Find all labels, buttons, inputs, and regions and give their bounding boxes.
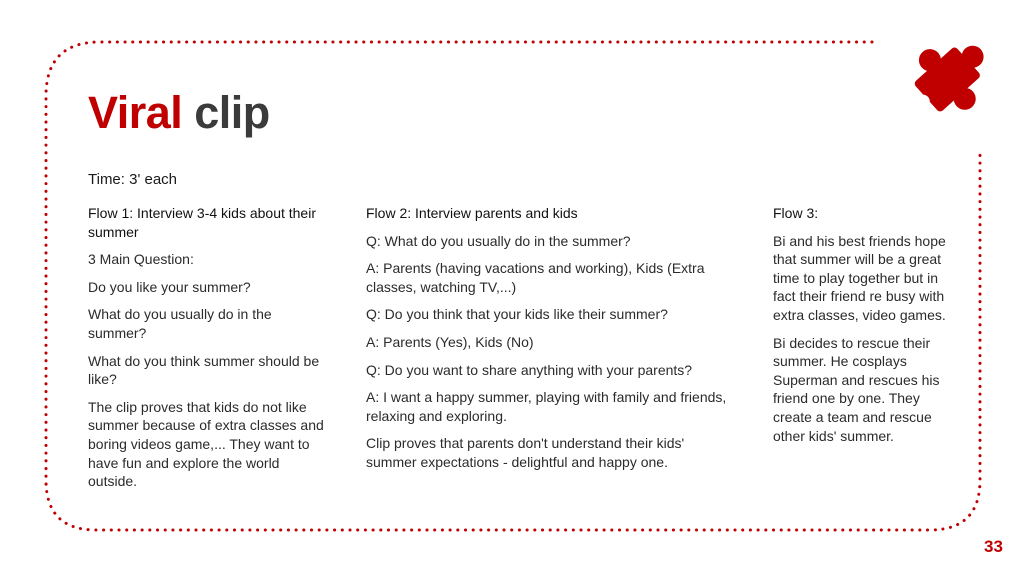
flow-2-paragraph: Q: Do you think that your kids like their summer?: [366, 306, 668, 323]
flow-2-paragraph: A: I want a happy summer, playing with family and friends, relaxing and exploring.: [366, 389, 727, 424]
slide-title: [88, 88, 270, 138]
puzzle-piece-icon: [898, 30, 994, 126]
flow-3-heading: Flow 3:: [773, 205, 819, 221]
flow-2-heading: Flow 2: Interview parents and kids: [366, 205, 578, 221]
flow-3-column: [773, 204, 961, 454]
page-number: 33: [984, 537, 1003, 556]
flow-1-paragraph: What do you usually do in the summer?: [88, 306, 272, 341]
flow-2-paragraph: A: Parents (Yes), Kids (No): [366, 333, 534, 350]
flow-1-paragraph: What do you think summer should be like?: [88, 352, 320, 388]
flow-1-paragraph: Do you like your summer?: [88, 278, 251, 295]
flow-1-heading: Flow 1: Interview 3-4 kids about their summer: [88, 205, 316, 240]
flow-2-paragraph: Q: Do you want to share anything with your parents?: [366, 361, 693, 378]
title-accent: Viral: [88, 87, 183, 138]
flow-1-paragraph: 3 Main Question:: [88, 251, 194, 268]
flow-2-paragraph: Q: What do you usually do in the summer?: [366, 232, 631, 249]
flow-1-column: [88, 204, 328, 500]
time-label: Time: 3' each: [88, 171, 178, 188]
flow-2-paragraph: Clip proves that parents don't understand their kids' summer expectations - delightful and happy one.: [366, 435, 685, 470]
title-rest: clip: [194, 87, 270, 138]
flow-3-paragraph: Bi decides to rescue their summer. He cosplays Superman and rescues his friend one by one. They create a team and rescue other kids' summer.: [773, 334, 940, 444]
flow-2-paragraph: A: Parents (having vacations and working), Kids (Extra classes, watching TV,...): [366, 260, 705, 295]
flow-3-paragraph: Bi and his best friends hope that summer will be a great time to play together but in fact their friend re busy with extra classes, video games.: [773, 232, 946, 323]
flow-2-column: [366, 204, 736, 481]
flow-1-paragraph: The clip proves that kids do not like summer because of extra classes and boring videos game,... They want to have fun and explore the world outside.: [88, 398, 324, 490]
